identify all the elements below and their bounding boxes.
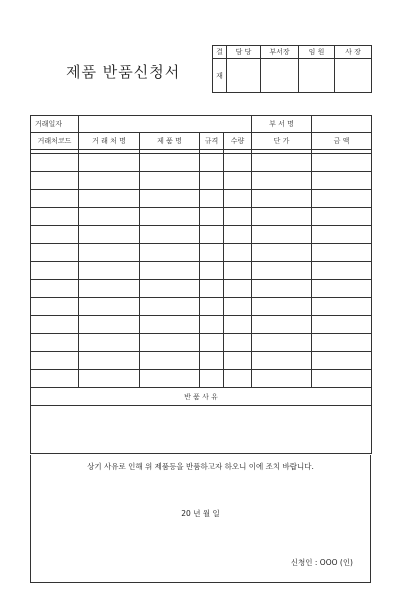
table-row[interactable] [31,154,372,172]
table-row[interactable] [31,298,372,316]
applicant-signature[interactable]: 신청인 : OOO (인) [290,558,353,567]
approval-sign-staff[interactable] [227,59,261,93]
transaction-date-field[interactable] [79,116,252,133]
approval-sign-executive[interactable] [299,59,335,93]
table-row[interactable] [31,370,372,388]
table-row[interactable] [31,316,372,334]
table-row[interactable] [31,280,372,298]
col-amount: 금 액 [312,133,372,150]
return-reason-field[interactable] [31,406,372,454]
col-unit-price: 단 가 [252,133,312,150]
col-client-name: 거 래 처 명 [79,133,140,150]
approval-side-top: 결 [213,46,227,59]
approval-role-executive: 임 원 [299,46,335,59]
transaction-date-label: 거래일자 [31,116,79,133]
approval-sign-president[interactable] [335,59,372,93]
declaration-date[interactable]: 20 년 월 일 [181,509,220,518]
declaration-statement: 상기 사유로 인해 위 제품등을 반품하고자 하오니 이에 조치 바랍니다. [87,462,314,471]
return-items-table [30,115,372,454]
department-label: 부 서 명 [252,116,312,133]
table-row[interactable] [31,334,372,352]
form-title: 제품 반품신청서 [66,63,181,81]
approval-role-president: 사 장 [335,46,372,59]
declaration-section [30,455,371,583]
approval-role-dept-head: 부서장 [261,46,299,59]
return-reason-header: 반 품 사 유 [31,388,372,406]
table-row[interactable] [31,190,372,208]
col-spec: 규격 [200,133,224,150]
col-product-name: 제 품 명 [140,133,200,150]
approval-box [212,45,372,93]
table-row[interactable] [31,262,372,280]
approval-sign-dept-head[interactable] [261,59,299,93]
table-row[interactable] [31,226,372,244]
table-row[interactable] [31,172,372,190]
table-row[interactable] [31,244,372,262]
table-row[interactable] [31,352,372,370]
approval-role-staff: 담 당 [227,46,261,59]
table-row[interactable] [31,208,372,226]
approval-side-bottom: 재 [213,59,227,93]
department-field[interactable] [312,116,372,133]
col-client-code: 거래처코드 [31,133,79,150]
col-quantity: 수량 [224,133,252,150]
